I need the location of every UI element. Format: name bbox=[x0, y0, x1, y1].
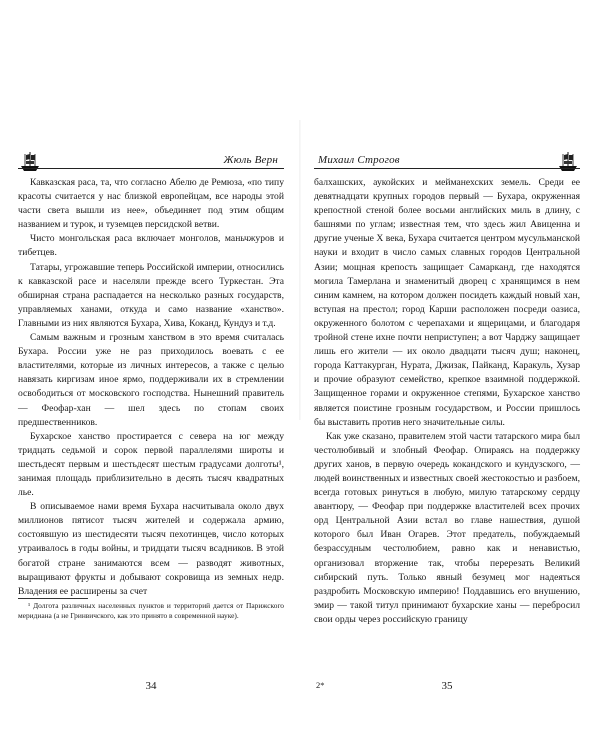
running-title: Жюль Верн bbox=[223, 154, 278, 166]
page-body bbox=[314, 176, 580, 627]
signature-mark: 2* bbox=[316, 680, 325, 690]
header-rule bbox=[18, 168, 284, 169]
paragraph: Бухарское ханство простирается с севера на юг между тридцать седьмой и сорок первой параллелями широты и шестьдесят первым и шестьдесят шестым градусами долготы¹, занимая площадь приблизительно в десять тысяч квадратных лье. bbox=[18, 430, 284, 499]
header-rule bbox=[314, 168, 580, 169]
left-page bbox=[18, 0, 284, 750]
running-head bbox=[18, 151, 284, 169]
paragraph: Кавказская раса, та, что согласно Абелю де Ремюза, «по типу красоты считается у нас близкой европейцам, все народы этой части света вышли из нее», объединяет под этим общим названием и турок, и туземцев персидской ветви. bbox=[18, 177, 284, 231]
running-title: Михаил Строгов bbox=[318, 154, 400, 166]
paragraph: Как уже сказано, правителем этой части татарского мира был честолюбивый и злобный Феофар. Опираясь на поддержку других ханов, в первую очередь кокандского и кундузского, — людей воинственных и известных своей жестокостью и разбоем, всегда готовых ринуться в любую, милую татарскому сердцу авантюру, — Феофар при поддержке властителей всех прочих орд Центральной Азии встал во главе нашествия, душой которого был Иван Огарев. Этот предатель, побуждаемый безрассудным честолюбием, равно как и ненавистью, организовал вторжение так, чтобы перерезать Великий сибирский путь. Только явный безумец мог надеяться раздробить Московскую империю! Поддавшись его внушению, эмир — такой титул принимают бухарские ханы — перебросил свои орды через российскую границу bbox=[314, 430, 580, 625]
page-number: 34 bbox=[145, 680, 157, 692]
paragraph: Татары, угрожавшие теперь Российской империи, относились к кавказской расе и населяли прежде всего Туркестан. Эта обширная страна распадается на несколько разных государств, управляемых ханами, откуда и само название «ханство». Главными из них являются Бухара, Хива, Коканд, Кундуз и т.д. bbox=[18, 261, 284, 329]
paragraph: балхашских, аукойских и мейманехских земель. Среди ее девятнадцати крупных городов первый — Бухара, окруженная крепостной стеной более восьми английских миль в длину, с башнями по углам; известная тем, что здесь жил Авиценна и другие ученые X века, Бухара считается центром мусульманской науки и входит в число самых славных городов Центральной Азии; мощная крепость защищает Самарканд, где находятся могила Тамерлана и знаменитый дворец с хранящимся в нем синим камнем, на котором должен посидеть каждый новый хан, вступая на престол; город Карши расположен посреди оазиса, окруженного болотом с черепахами и ящерицами, и благодаря тройной стене ихне почти неприступен; а вот Чарджу защищает лишь его жители — их около двадцати тысяч душ; наконец, города Каттакурган, Нурата, Джизак, Пайканд, Каракуль, Хузар и прочие образуют семейство, крепкое взаимной поддержкой. Защищенное горами и окруженное степями, Бухарское ханство является поистине грозным государством, и России пришлось бы выставить против него значительные силы. bbox=[314, 177, 580, 428]
footnote-rule bbox=[18, 598, 88, 599]
page-body bbox=[18, 176, 284, 599]
running-head bbox=[314, 151, 580, 169]
footnote-text: ¹ Долгота различных населенных пунктов и территорий дается от Парижского меридиана (а не Гринвичского, как это принято в современной науке). bbox=[18, 601, 284, 620]
page-number: 35 bbox=[441, 680, 453, 692]
paragraph: Самым важным и грозным ханством в это время считалась Бухара. России уже не раз приходилось воевать с ее властителями, которые из личных интересов, а также с целью навязать киргизам иное ярмо, поддерживали их в стремлении освободиться от московского господства. Нынешний правитель — Феофар-хан — шел здесь по стопам своих предшественников. bbox=[18, 332, 284, 428]
paragraph: В описываемое нами время Бухара насчитывала около двух миллионов пятисот тысяч жителей и содержала армию, состоявшую из шестидесяти тысяч пехотинцев, число которых утраивалось в годы войны, и тридцати тысяч всадников. В этой богатой стране занимаются всем — разводят животных, выращивают фрукты и добывают сокровища из земных недр. Владения ее расширены за счет bbox=[18, 501, 284, 597]
book-gutter bbox=[299, 120, 301, 420]
right-page bbox=[314, 0, 580, 750]
paragraph: Чисто монгольская раса включает монголов, маньчжуров и тибетцев. bbox=[18, 233, 284, 259]
footnote bbox=[18, 601, 284, 621]
